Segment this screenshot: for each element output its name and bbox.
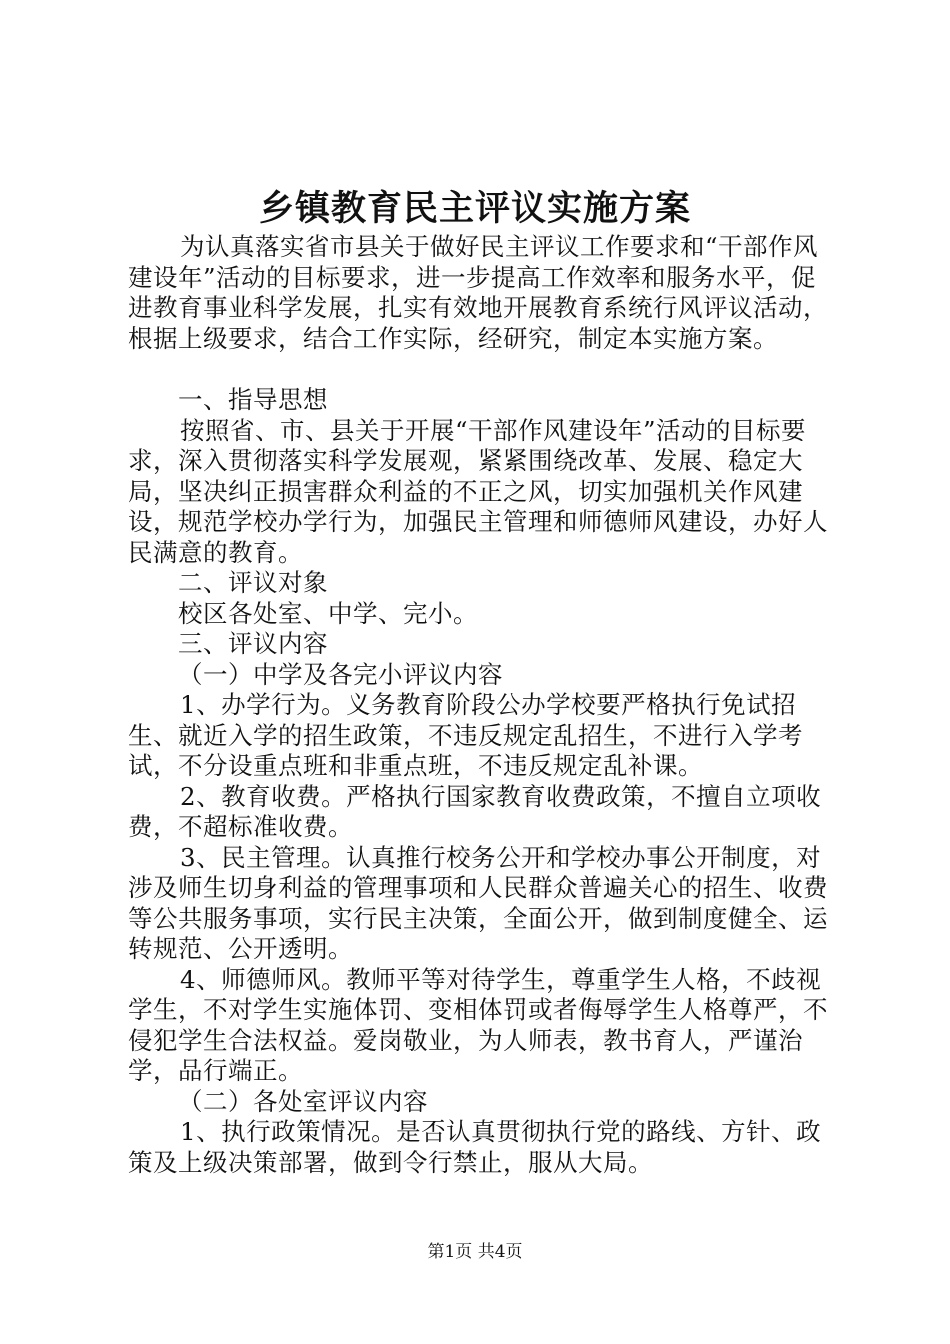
section-heading-guiding-thought: 一、指导思想 xyxy=(178,385,328,414)
intro-paragraph: 为认真落实省市县关于做好民主评议工作要求和“干部作风建设年”活动的目标要求，进一步提高工作效率和服务水平，促进教育事业科学发展，扎实有效地开展教育系统行风评议活动，根据上级要求，结合工作实际，经研究，制定本实施方案。 xyxy=(128,232,828,353)
document-title: 乡镇教育民主评议实施方案 xyxy=(258,188,691,229)
section-heading-review-content: 三、评议内容 xyxy=(178,629,328,658)
guiding-thought-paragraph: 按照省、市、县关于开展“干部作风建设年”活动的目标要求，深入贯彻落实科学发展观，紧紧围绕改革、发展、稳定大局，坚决纠正损害群众利益的不正之风，切实加强机关作风建设，规范学校办学行为，加强民主管理和师德师风建设，办好人民满意的教育。 xyxy=(128,415,828,567)
item-policy-execution: 1、执行政策情况。是否认真贯彻执行党的路线、方针、政策及上级决策部署，做到令行禁止，服从大局。 xyxy=(128,1117,822,1177)
item-school-conduct: 1、办学行为。义务教育阶段公办学校要严格执行免试招生、就近入学的招生政策，不违反规定乱招生，不进行入学考试，不分设重点班和非重点班，不违反规定乱补课。 xyxy=(128,690,803,780)
subsection-heading-schools: （一）中学及各完小评议内容 xyxy=(178,659,503,689)
page-footer: 第1页 共4页 xyxy=(427,1242,523,1262)
review-targets-paragraph: 校区各处室、中学、完小。 xyxy=(178,598,478,628)
item-democratic-management: 3、民主管理。认真推行校务公开和学校办事公开制度，对涉及师生切身利益的管理事项和人民群众普遍关心的招生、收费等公共服务事项，实行民主决策，全面公开，做到制度健全、运转规范、公开透明。 xyxy=(128,842,828,963)
document-body xyxy=(128,232,828,1178)
section-heading-review-targets: 二、评议对象 xyxy=(178,568,328,597)
item-teacher-ethics: 4、师德师风。教师平等对待学生，尊重学生人格，不歧视学生，不对学生实施体罚、变相体罚或者侮辱学生人格尊严，不侵犯学生合法权益。爱岗敬业，为人师表，教书育人，严谨治学，品行端正。 xyxy=(128,964,828,1085)
subsection-heading-departments: （二）各处室评议内容 xyxy=(178,1086,428,1116)
item-education-fees: 2、教育收费。严格执行国家教育收费政策，不擅自立项收费，不超标准收费。 xyxy=(128,781,822,841)
